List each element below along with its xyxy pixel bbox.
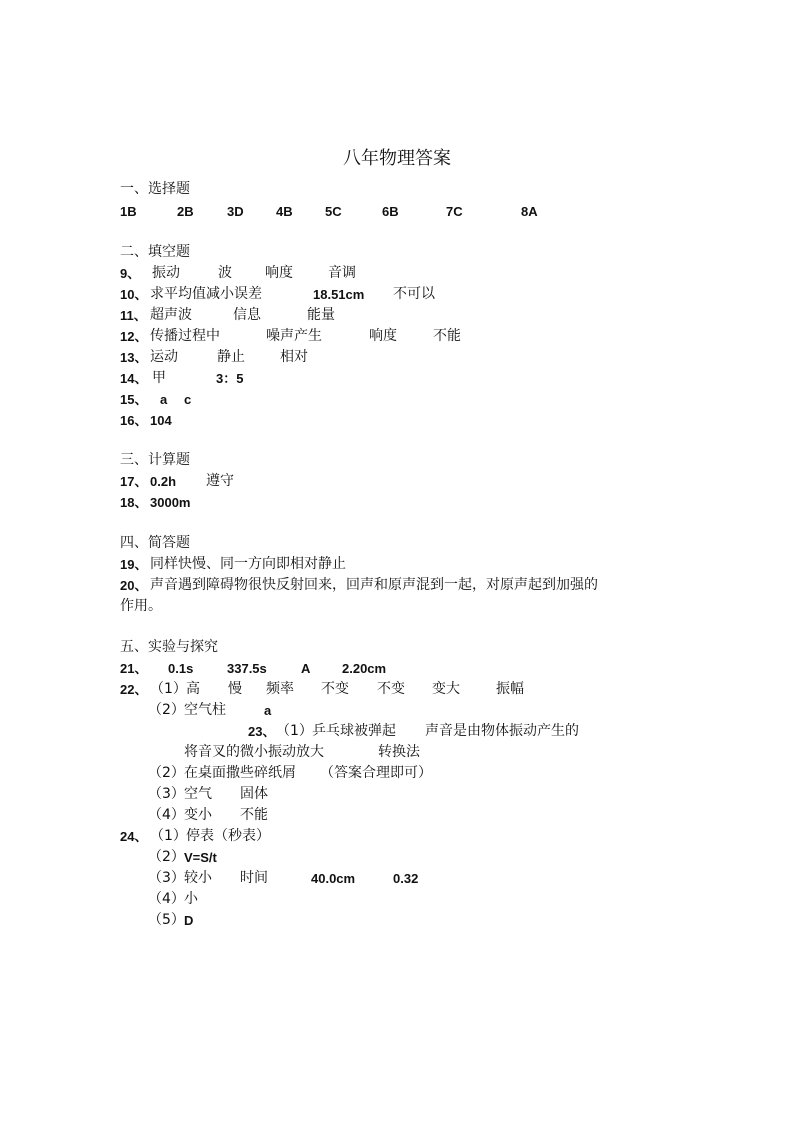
answer-text: 3000m <box>150 495 191 510</box>
answer-text: 能量 <box>307 307 335 323</box>
answer-text: 不变 <box>377 681 405 697</box>
section-heading-calc: 三、计算题 <box>120 452 190 468</box>
answer-text: 频率 <box>266 681 294 697</box>
part-label: （4） <box>148 807 185 823</box>
answer-text: 变大 <box>432 681 460 697</box>
answer-text: 固体 <box>240 786 268 802</box>
answer-text: 同样快慢、同一方向即相对静止 <box>150 556 346 572</box>
part-label: （1） <box>150 828 187 844</box>
answer-text: 相对 <box>280 349 308 365</box>
answer-text: 噪声产生 <box>266 328 322 344</box>
section-heading-short: 四、简答题 <box>120 535 190 551</box>
answer-text: 转换法 <box>378 744 420 760</box>
part-label: （1） <box>150 681 187 697</box>
answer-text: 小 <box>184 891 198 907</box>
section-heading-fill: 二、填空题 <box>120 244 190 260</box>
answer-text: 高 <box>186 681 200 697</box>
question-number: 16、 <box>120 413 148 428</box>
answer-line-20-cont: 作用。 <box>120 598 162 614</box>
choice-answer: 2B <box>177 204 194 219</box>
part-label: （4） <box>148 891 185 907</box>
answer-text: 18.51cm <box>313 287 365 302</box>
answer-text: 将音叉的微小振动放大 <box>184 744 324 760</box>
answer-text: 求平均值减小误差 <box>150 286 262 302</box>
answer-text: 振幅 <box>496 681 524 697</box>
answer-text: （答案合理即可） <box>320 765 432 781</box>
answer-text: D <box>184 913 194 928</box>
part-label: （5） <box>148 912 185 928</box>
answer-text: 静止 <box>217 349 245 365</box>
answer-text: 甲 <box>152 370 166 386</box>
answer-text: 变小 <box>184 807 212 823</box>
choice-answer: 1B <box>120 204 137 219</box>
answer-text: 振动 <box>152 265 180 281</box>
question-number: 11、 <box>120 308 147 323</box>
answer-text: 不可以 <box>393 286 435 302</box>
answer-text: 0.1s <box>168 661 194 676</box>
answer-text: 乒乓球被弹起 <box>312 723 396 739</box>
answer-text: 声音遇到障碍物很快反射回来，回声和原声混到一起，对原声起到加强的 <box>150 577 598 593</box>
document-title: 八年物理答案 <box>343 148 451 169</box>
question-number: 10、 <box>120 287 148 302</box>
answer-text: 空气柱 <box>184 702 226 718</box>
answer-text: 不能 <box>240 807 268 823</box>
question-number: 15、 <box>120 392 148 407</box>
answer-text: V=S/t <box>184 850 217 865</box>
answer-text: 不变 <box>321 681 349 697</box>
question-number: 23、 <box>248 724 276 739</box>
answer-text: 信息 <box>233 307 261 323</box>
question-number: 14、 <box>120 371 148 386</box>
answer-text: 慢 <box>228 681 242 697</box>
choice-answer: 7C <box>446 204 463 219</box>
answer-text: 不能 <box>433 328 461 344</box>
question-number: 18、 <box>120 495 148 510</box>
choice-answer: 4B <box>276 204 293 219</box>
question-number: 22、 <box>120 682 148 697</box>
answer-text: 在桌面撒些碎纸屑 <box>184 765 296 781</box>
question-number: 13、 <box>120 350 148 365</box>
answer-text: 3：5 <box>216 371 244 386</box>
part-label: （2） <box>148 702 185 718</box>
answer-text: 传播过程中 <box>150 328 220 344</box>
answer-text: 40.0cm <box>311 871 356 886</box>
answer-text: c <box>184 392 192 407</box>
answer-text: 较小 <box>184 870 212 886</box>
answer-text: 0.2h <box>150 474 177 489</box>
choice-answer: 3D <box>227 204 244 219</box>
answer-text: 声音是由物体振动产生的 <box>425 723 579 739</box>
answer-text: a <box>264 703 272 718</box>
part-label: （2） <box>148 849 185 865</box>
section-heading-experiment: 五、实验与探究 <box>120 639 218 655</box>
question-number: 17、 <box>120 474 148 489</box>
answer-text: 遵守 <box>206 473 234 489</box>
answer-text: 响度 <box>265 265 293 281</box>
question-number: 12、 <box>120 329 148 344</box>
answer-text: 音调 <box>328 265 356 281</box>
answer-text: 运动 <box>150 349 178 365</box>
choice-answer: 6B <box>382 204 399 219</box>
answer-text: 空气 <box>184 786 212 802</box>
answer-text: 104 <box>150 413 172 428</box>
answer-text: a <box>160 392 168 407</box>
part-label: （2） <box>148 765 185 781</box>
answer-text: A <box>301 661 311 676</box>
question-number: 21、 <box>120 661 148 676</box>
question-number: 9、 <box>120 266 141 281</box>
answer-text: 波 <box>218 265 232 281</box>
answer-text: 超声波 <box>150 307 192 323</box>
part-label: （3） <box>148 786 185 802</box>
answer-text: 0.32 <box>393 871 419 886</box>
question-number: 24、 <box>120 829 148 844</box>
section-heading-choice: 一、选择题 <box>120 181 190 197</box>
answer-text: 响度 <box>369 328 397 344</box>
answer-text: 时间 <box>240 870 268 886</box>
part-label: （3） <box>148 870 185 886</box>
part-label: （1） <box>276 723 313 739</box>
choice-answer: 8A <box>521 204 538 219</box>
answer-text: 337.5s <box>227 661 267 676</box>
answer-text: 停表（秒表） <box>186 828 270 844</box>
answer-text: 2.20cm <box>342 661 387 676</box>
question-number: 19、 <box>120 557 148 572</box>
choice-answer: 5C <box>325 204 342 219</box>
question-number: 20、 <box>120 578 148 593</box>
